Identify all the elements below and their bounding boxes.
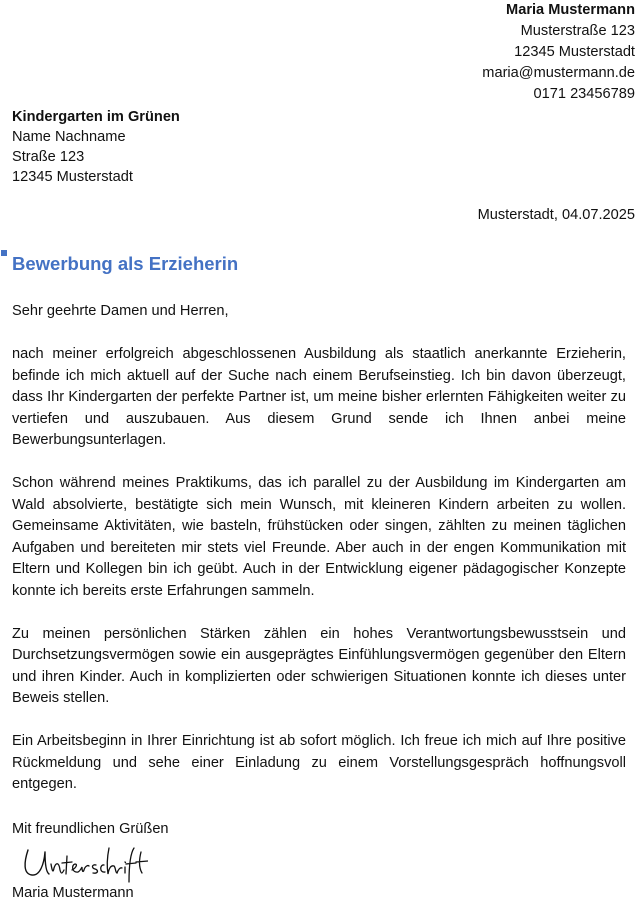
sender-street: Musterstraße 123 — [520, 23, 635, 39]
paragraph-availability: Ein Arbeitsbeginn in Ihrer Einrichtung ist ab sofort möglich. Ich freue ich mich auf Ihre positive Rückmeldung und sehe einer Einladung zu einem Vorstellungsgespräch hoffnungsvoll entgegen. — [12, 733, 626, 792]
recipient-contact: Name Nachname — [12, 129, 126, 145]
subject-heading: Bewerbung als Erzieherin — [12, 253, 239, 274]
sender-phone: 0171 23456789 — [533, 86, 635, 102]
recipient-city: 12345 Musterstadt — [12, 169, 133, 185]
recipient-name: Kindergarten im Grünen — [12, 109, 180, 125]
recipient-street: Straße 123 — [12, 149, 85, 165]
paragraph-strengths: Zu meinen persönlichen Stärken zählen ein hohes Verantwortungsbewusstsein und Durchsetzungsvermögen sowie ein ausgeprägtes Einfühlungsvermögen gegenüber den Eltern und ihren Kinder. Auch in komplizierten oder schwierigen Situationen konnte ich dieses unter Beweis stellen. — [12, 625, 626, 706]
closing: Mit freundlichen Grüßen — [12, 821, 169, 837]
sender-city: 12345 Musterstadt — [514, 44, 635, 60]
recipient-address — [12, 107, 180, 187]
sender-name: Maria Mustermann — [506, 2, 635, 18]
paragraph-experience: Schon während meines Praktikums, das ich parallel zu der Ausbildung im Kindergarten am Wald absolvierte, bestätigte sich mein Wunsch, mit kleineren Kindern arbeiten zu wollen. Gemeinsame Aktivitäten, wie basteln, frühstücken oder singen, zählten zu meinen täglichen Aufgaben und bereiteten mir stets viel Freunde. Aber auch in der engen Kommunikation mit Eltern und Kollegen bin ich geübt. Auch in der Entwicklung eigener pädagogischer Konzepte konnte ich bereits erste Erfahrungen sammeln. — [12, 475, 626, 599]
salutation: Sehr geehrte Damen und Herren, — [12, 303, 229, 319]
paragraph-intro: nach meiner erfolgreich abgeschlossenen Ausbildung als staatlich anerkannte Erzieherin, befinde ich mich aktuell auf der Suche nach einem Berufseinstieg. Ich bin davon überzeugt, dass Ihr Kindergarten der perfekte Partner ist, um meine bisher erlernten Fähigkeiten weiter zu vertiefen und auszubauen. Aus diesem Grund sende ich Ihnen anbei meine Bewerbungsunterlagen. — [12, 346, 626, 448]
signer-name: Maria Mustermann — [12, 885, 134, 901]
sender-address — [482, 0, 635, 105]
sender-email: maria@mustermann.de — [482, 65, 635, 81]
letter-body — [12, 301, 626, 817]
handwritten-signature — [18, 840, 148, 884]
date-line: Musterstadt, 04.07.2025 — [477, 207, 635, 223]
subject-marker — [1, 250, 7, 256]
